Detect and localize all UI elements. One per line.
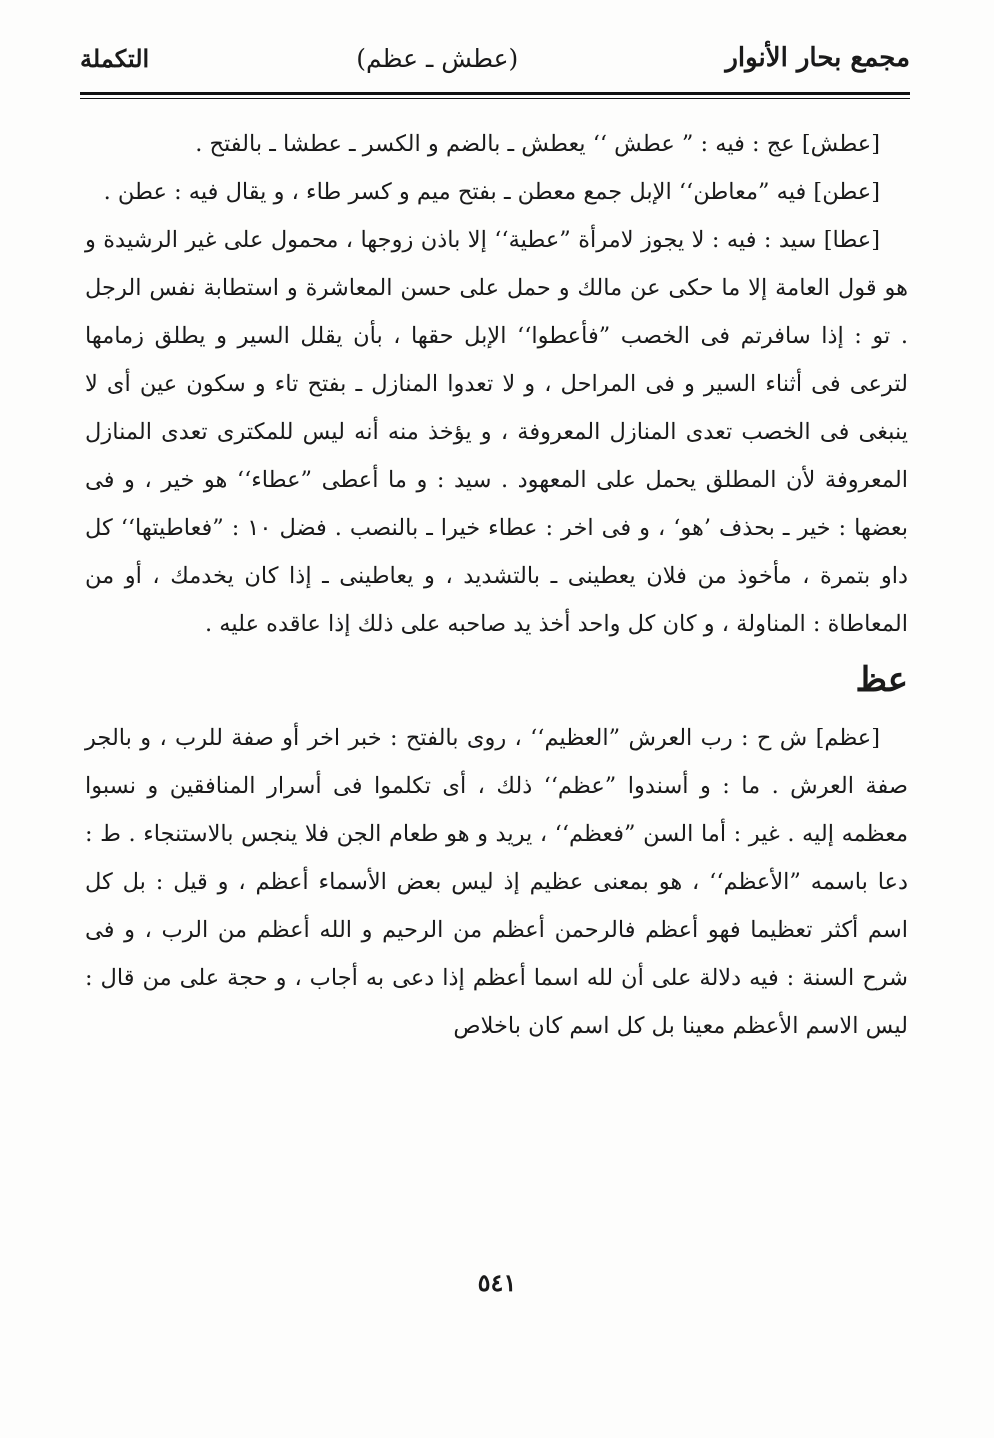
page-number: ٥٤١ [477,1268,517,1297]
section-heading: عظ [855,660,908,700]
entry-atash: [عطش] عج : فيه : ” عطش ‘‘ يعطش ـ بالضم و الكسر ـ عطشا ـ بالفتح . [195,131,880,157]
entry-azm: [عظم] ش ح : رب العرش ”العظيم‘‘ ، روى بالفتح : خبر اخر أو صفة للرب ، و بالجر صفة العرش . ما : و أسندوا ”عظم‘‘ ذلك ، أى تكلموا فى أسرار المنافقين و نسبوا معظمه إليه . غير : أما السن ”فعظم‘‘ ، يريد و هو طعام الجن فلا ينجس بالاستنجاء . ط : دعا باسمه ”الأعظم‘‘ ، هو بمعنى عظيم إذ ليس بعض الأسماء أعظم ، و قيل : بل كل اسم أكثر تعظيما فهو أعظم فالرحمن أعظم من الرحيم و الله أعظم من الرب ، و فى شرح السنة : فيه دلالة على أن لله اسما أعظم إذا دعى به أجاب ، و حجة على من قال : ليس الاسم الأعظم معينا بل كل اسم كان باخلاص [85,725,908,1039]
header-rule-thick [80,92,910,95]
header-rule-thin [80,98,910,99]
page-body [85,120,908,1050]
running-header [80,36,910,80]
book-title: مجمع بحار الأنوار [725,43,910,73]
section-label: التكملة [80,43,150,73]
entry-atan: [عطن] فيه ”معاطن‘‘ الإبل جمع معطن ـ بفتح ميم و كسر طاء ، و يقال فيه : عطن . [103,179,880,205]
entry-ata: [عطا] سيد : فيه : لا يجوز لامرأة ”عطية‘‘ إلا باذن زوجها ، محمول على غير الرشيدة و هو قول العامة إلا ما حكى عن مالك و حمل على حسن المعاشرة و استطابة نفس الرجل . تو : إذا سافرتم فى الخصب ”فأعطوا‘‘ الإبل حقها ، بأن يقلل السير و يطلق زمامها لترعى فى أثناء السير و فى المراحل ، و لا تعدوا المنازل ـ بفتح تاء و سكون عين أى لا ينبغى فى الخصب تعدى المنازل المعروفة ، و يؤخذ منه أنه ليس للمكترى تعدى المنازل المعروفة لأن المطلق يحمل على المعهود . سيد : و ما أعطى ”عطاء‘‘ هو خير ، و فى بعضها : خير ـ بحذف ’هو‘ ، و فى اخر : عطاء خيرا ـ بالنصب . فضل ١٠ : ”فعاطيتها‘‘ كل داو بتمرة ، مأخوذ من فلان يعطينى ـ بالتشديد ، و يعاطينى ـ إذا كان يخدمك ، أو من المعاطاة : المناولة ، و كان كل واحد أخذ يد صاحبه على ذلك إذا عاقده عليه . [85,227,908,637]
entry-range: (عطش ـ عظم) [356,43,519,73]
